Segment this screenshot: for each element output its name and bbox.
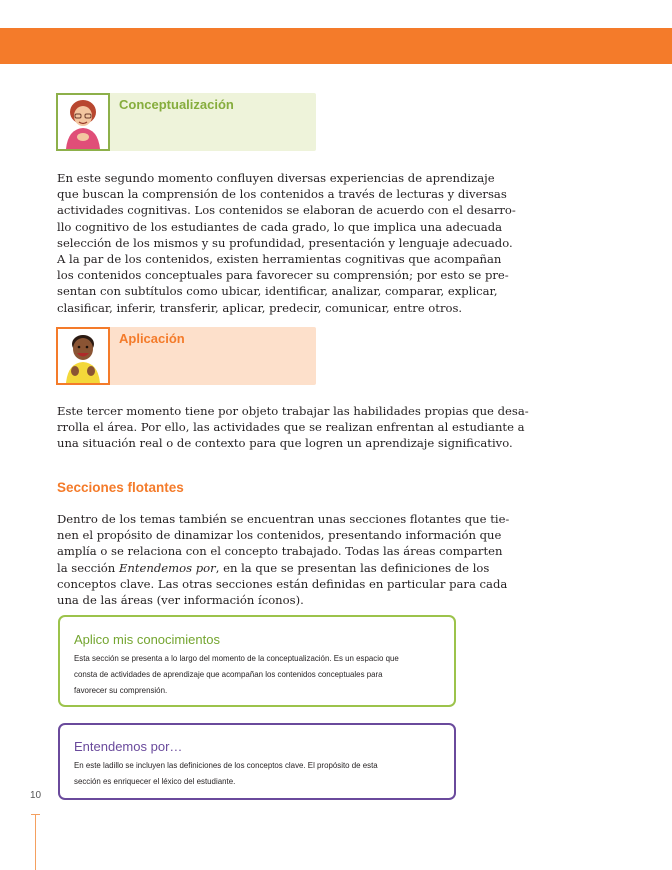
text-fragment: la sección: [57, 560, 119, 575]
text-fragment: , en la que se presentan las definiciones de los: [215, 560, 490, 575]
conceptualizacion-section-header: [56, 93, 316, 151]
text-line: los contenidos conceptuales para favorecer su comprensión; por esto se pre-: [57, 268, 509, 283]
aplicacion-section-header: [56, 327, 316, 385]
text-line: selección de los mismos y su profundidad, presentación y lenguaje adecuado.: [57, 235, 513, 250]
secciones-flotantes-paragraph: [57, 511, 510, 608]
text-line: A la par de los contenidos, existen herramientas cognitivas que acompañan: [57, 252, 502, 267]
card-line: Esta sección se presenta a lo largo del momento de la conceptualización. Es un espacio que: [74, 653, 399, 663]
text-line: rrolla el área. Por ello, las actividades que se realizan enfrentan al estudiante a: [57, 420, 525, 435]
card-body: [74, 650, 442, 698]
teacher-woman-icon: [56, 93, 110, 151]
text-line: [57, 560, 490, 576]
card-body: [74, 757, 442, 789]
emphasis-text: Entendemos por: [118, 560, 216, 575]
margin-rule: [35, 814, 36, 870]
text-line: que buscan la comprensión de los contenidos a través de lecturas y diversas: [57, 187, 507, 202]
header-band: [0, 28, 672, 64]
text-line: actividades cognitivas. Los contenidos se elaboran de acuerdo con el desarro-: [57, 203, 516, 218]
text-line: una de las áreas (ver información íconos).: [57, 593, 304, 608]
student-boy-icon: [56, 327, 110, 385]
secciones-flotantes-heading: Secciones flotantes: [57, 480, 184, 495]
text-line: llo cognitivo de los estudiantes de cada grado, lo que implica una adecuada: [57, 219, 503, 234]
aplicacion-paragraph: [57, 403, 529, 452]
text-line: Este tercer momento tiene por objeto trabajar las habilidades propias que desa-: [57, 404, 529, 418]
aplico-mis-conocimientos-card: [58, 615, 456, 707]
text-line: Dentro de los temas también se encuentran unas secciones flotantes que tie-: [57, 512, 510, 526]
page-number: 10: [30, 790, 42, 801]
aplicacion-title: Aplicación: [119, 331, 185, 346]
text-line: amplía o se relaciona con el concepto trabajado. Todas las áreas comparten: [57, 544, 503, 559]
card-title: Entendemos por…: [74, 739, 183, 754]
conceptualizacion-title: Conceptualización: [119, 97, 234, 112]
text-line: una situación real o de contexto para que logren un aprendizaje significativo.: [57, 436, 513, 451]
card-title: Aplico mis conocimientos: [74, 632, 220, 647]
card-line: favorecer su comprensión.: [74, 685, 168, 695]
text-line: conceptos clave. Las otras secciones están definidas en particular para cada: [57, 576, 508, 591]
text-line: En este segundo momento confluyen diversas experiencias de aprendizaje: [57, 171, 495, 185]
text-line: sentan con subtítulos como ubicar, identificar, analizar, comparar, explicar,: [57, 284, 498, 299]
conceptualizacion-paragraph: [57, 170, 516, 316]
card-line: En este ladillo se incluyen las definiciones de los conceptos clave. El propósito de esta: [74, 760, 378, 770]
card-line: sección es enriquecer el léxico del estudiante.: [74, 776, 236, 786]
text-line: nen el propósito de dinamizar los contenidos, presentando información que: [57, 528, 502, 543]
entendemos-por-card: [58, 723, 456, 800]
card-line: consta de actividades de aprendizaje que acompañan los contenidos conceptuales para: [74, 669, 383, 679]
text-line: clasificar, inferir, transferir, aplicar, predecir, comunicar, entre otros.: [57, 300, 463, 315]
